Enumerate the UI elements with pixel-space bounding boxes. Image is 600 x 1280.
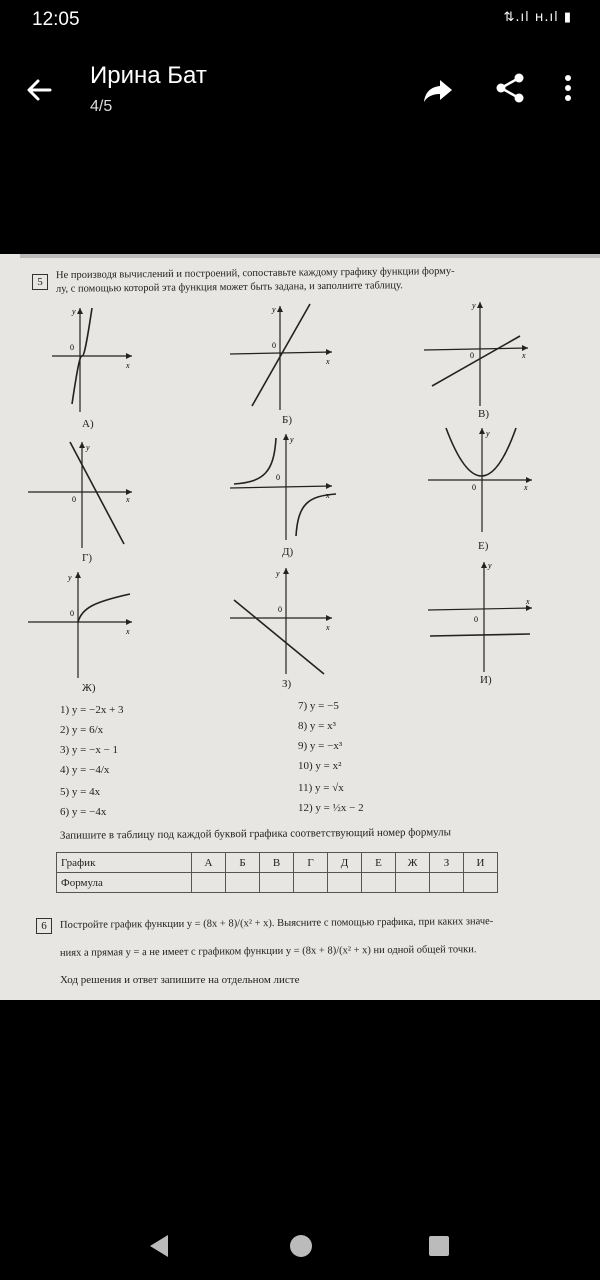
share-network-icon[interactable] [492, 70, 528, 106]
app-bar [0, 40, 600, 140]
graph-label-i: И) [480, 674, 492, 686]
table-letter: Е [362, 853, 396, 873]
formula-12: 12) y = ½x − 2 [298, 802, 364, 814]
graph-zh-x: x [126, 627, 130, 636]
graph-g [26, 440, 136, 550]
signal-battery-icon: ⇅.ıl ʜ.ıl ▮ [503, 10, 572, 25]
graph-label-g: Г) [82, 552, 93, 564]
table-letter: И [464, 853, 498, 873]
graph-z-origin: 0 [278, 605, 282, 614]
status-bar [0, 0, 600, 40]
table-letter: Б [226, 853, 260, 873]
graph-i-origin: 0 [474, 615, 478, 624]
answer-table [56, 852, 498, 893]
table-head-formula: Формула [57, 873, 192, 893]
graph-i-x: x [526, 597, 530, 606]
table-cell [464, 873, 498, 893]
table-cell [260, 873, 294, 893]
arrow-left-icon[interactable] [20, 70, 60, 110]
table-letter: Г [294, 853, 328, 873]
table-letter: Д [328, 853, 362, 873]
graph-v-y: y [472, 301, 476, 310]
graph-g-x: x [126, 495, 130, 504]
graph-b-y: y [272, 305, 276, 314]
graph-a-origin: 0 [70, 343, 74, 352]
nav-back-icon[interactable] [146, 1233, 172, 1259]
graph-d [228, 432, 338, 542]
task6-line1: Постройте график функции y = (8x + 8)/(x² + x). Выясните с помощью графика, при каких значе- [59, 916, 494, 931]
chat-title: Ирина Бат [90, 62, 207, 89]
graph-label-z: З) [282, 678, 292, 690]
table-cell [430, 873, 464, 893]
nav-recents-icon[interactable] [426, 1233, 452, 1259]
formula-9: 9) y = −x³ [298, 740, 343, 752]
graph-z-x: x [326, 623, 330, 632]
graph-i-y: y [488, 561, 492, 570]
graph-g-origin: 0 [72, 495, 76, 504]
task6-number: 6 [36, 918, 52, 934]
table-head-graph: График [57, 853, 192, 873]
image-counter: 4/5 [90, 98, 113, 115]
nav-home-icon[interactable] [288, 1233, 314, 1259]
table-row-formula [57, 873, 498, 893]
formula-5: 5) y = 4x [60, 786, 101, 798]
formula-2: 2) y = 6/x [60, 724, 104, 736]
formula-1: 1) y = −2x + 3 [60, 704, 124, 716]
graph-label-v: В) [478, 408, 489, 420]
task6-line2: ниях a прямая y = a не имеет с графиком функции y = (8x + 8)/(x² + x) ни одной общей точки. [59, 944, 477, 959]
task6-line3: Ход решения и ответ запишите на отдельном листе [60, 974, 300, 986]
table-letter: З [430, 853, 464, 873]
task5-text-line1: Не производя вычислений и построений, сопоставьте каждому графику функции форму- [55, 265, 455, 282]
table-letter: А [192, 853, 226, 873]
graph-b-origin: 0 [272, 341, 276, 350]
graph-d-x: x [326, 491, 330, 500]
formula-10: 10) y = x² [298, 760, 342, 772]
graph-i [426, 558, 536, 674]
table-letter: В [260, 853, 294, 873]
table-letter: Ж [396, 853, 430, 873]
graph-d-y: y [290, 435, 294, 444]
formula-4: 4) y = −4/x [60, 764, 110, 776]
graph-a-x: x [126, 361, 130, 370]
system-nav-bar [0, 1195, 600, 1280]
graph-zh-origin: 0 [70, 609, 74, 618]
graph-v-origin: 0 [470, 351, 474, 360]
task5-instruction: Запишите в таблицу под каждой буквой графика соответствующий номер формулы [59, 826, 452, 842]
task5-number: 5 [32, 274, 48, 290]
table-cell [362, 873, 396, 893]
graph-v-x: x [522, 351, 526, 360]
more-vert-icon[interactable] [556, 70, 580, 106]
table-cell [396, 873, 430, 893]
graph-g-y: y [86, 443, 90, 452]
graph-label-a: А) [82, 418, 94, 430]
graph-label-d: Д) [282, 546, 294, 558]
table-cell [328, 873, 362, 893]
table-cell [226, 873, 260, 893]
graph-label-b: Б) [282, 414, 292, 426]
table-row-graph [57, 853, 498, 873]
graph-b [228, 302, 338, 412]
formula-6: 6) y = −4x [60, 806, 107, 818]
graph-zh-y: y [68, 573, 72, 582]
status-time: 12:05 [32, 9, 80, 30]
graph-e [426, 424, 536, 534]
formula-11: 11) y = √x [298, 782, 344, 794]
worksheet-photo [0, 254, 600, 1000]
graph-v [422, 298, 532, 408]
graph-z-y: y [276, 569, 280, 578]
graph-e-origin: 0 [472, 483, 476, 492]
share-arrow-icon[interactable] [420, 72, 456, 108]
graph-label-zh: Ж) [82, 682, 96, 694]
graph-label-e: Е) [478, 540, 489, 552]
graph-d-origin: 0 [276, 473, 280, 482]
table-cell [192, 873, 226, 893]
formula-7: 7) y = −5 [298, 700, 339, 712]
formula-3: 3) y = −x − 1 [60, 744, 119, 756]
graph-e-y: y [486, 429, 490, 438]
graph-zh [26, 570, 136, 680]
table-cell [294, 873, 328, 893]
graph-z [228, 566, 338, 676]
formula-8: 8) y = x³ [298, 720, 336, 732]
graph-a-y: y [72, 307, 76, 316]
graph-a [50, 304, 140, 414]
graph-e-x: x [524, 483, 528, 492]
task5-text-line2: лу, с помощью которой эта функция может быть задана, и заполните таблицу. [55, 280, 403, 295]
graph-b-x: x [326, 357, 330, 366]
page-edge [20, 254, 600, 258]
